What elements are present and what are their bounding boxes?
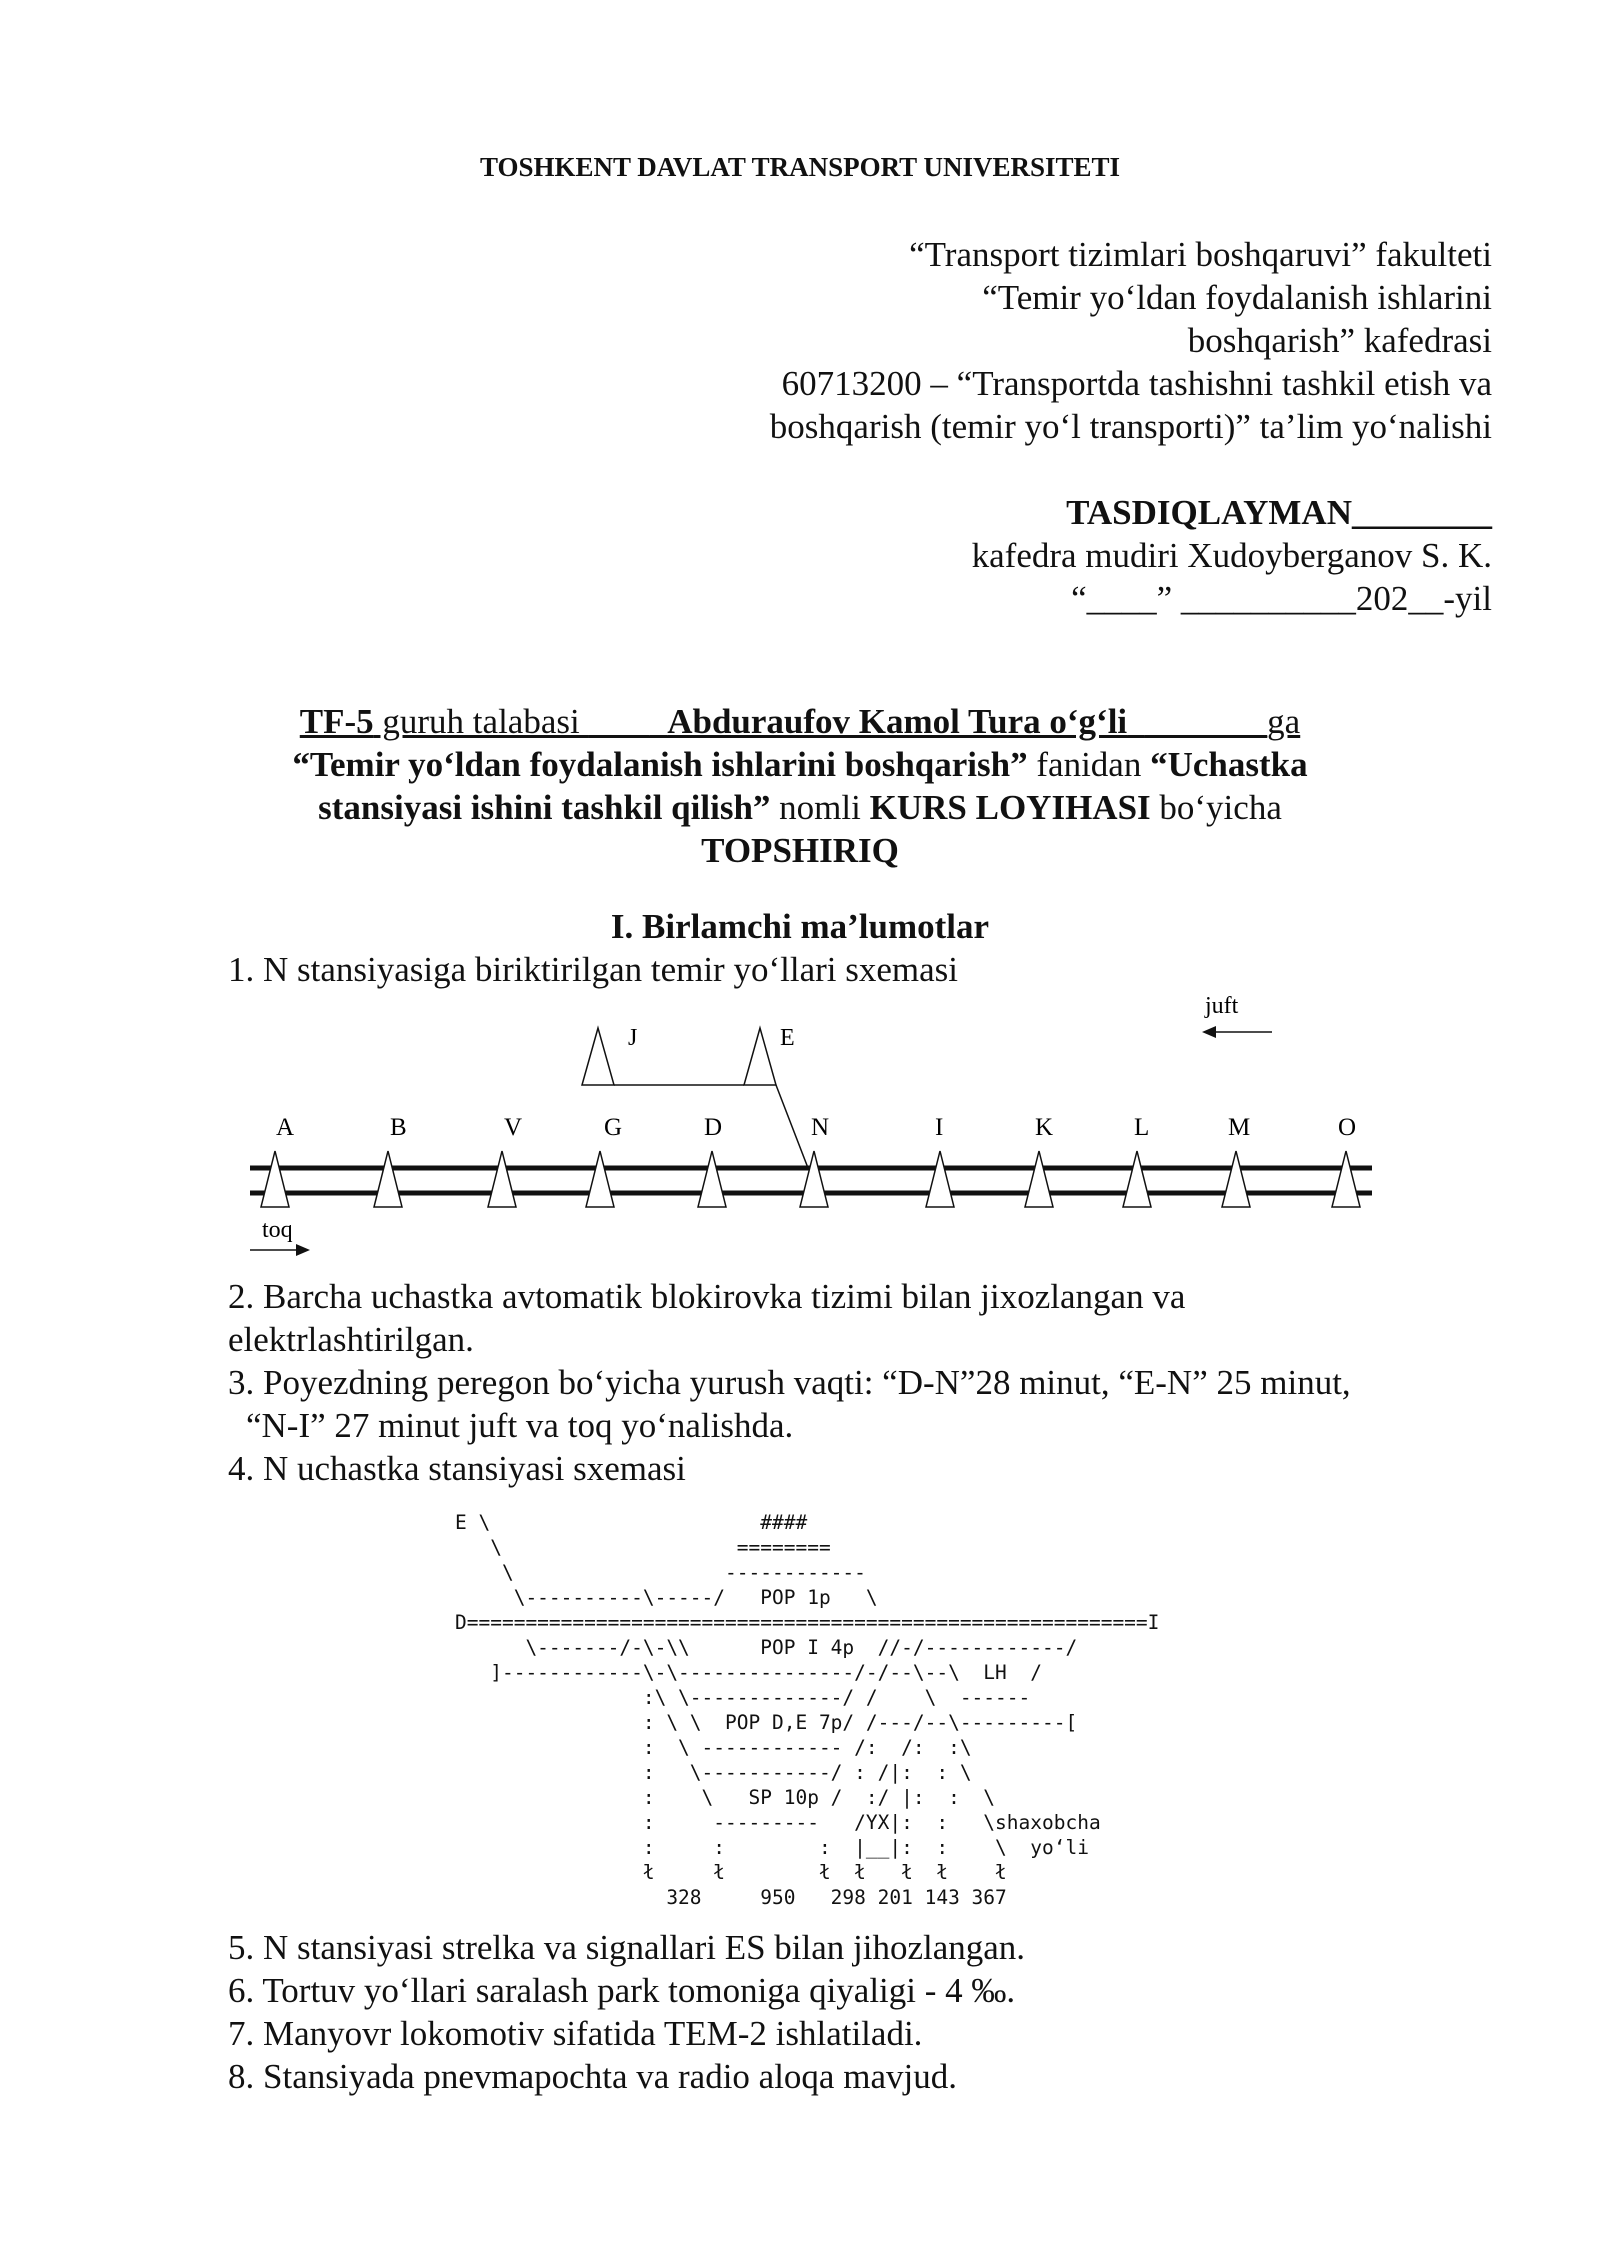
topic-part2: stansiyasi ishini tashkil qilish” (318, 788, 771, 827)
signal-triangle-e (744, 1028, 776, 1085)
ga-suffix: ga (1267, 702, 1301, 741)
station-triangle (1332, 1151, 1360, 1207)
item-2 (228, 1275, 1351, 1490)
station-label: L (1134, 1114, 1150, 1141)
assignment-line-3 (200, 786, 1400, 829)
station-triangle (488, 1151, 516, 1207)
department-head: kafedra mudiri Xudoyberganov S. K. (971, 536, 1492, 575)
juft-arrow-head (1202, 1026, 1216, 1038)
faculty-line: “Transport tizimlari boshqaruvi” fakulteti (909, 235, 1492, 274)
scheme-line: D==========================================================I (455, 1611, 1160, 1634)
station-triangle (261, 1151, 289, 1207)
item-5: 5. N stansiyasi strelka va signallari ES bilan jihozlangan. (228, 1928, 1026, 1967)
item-2-line-1: 2. Barcha uchastka avtomatik blokirovka tizimi bilan jixozlangan va (228, 1277, 1186, 1316)
scheme-line: \ ------------ (455, 1561, 866, 1584)
approval-title: TASDIQLAYMAN (1066, 493, 1352, 532)
scheme-line: :\ \-------------/ / \ ------ (455, 1686, 1031, 1709)
scheme-line: \ ======== (455, 1536, 831, 1559)
section-title: I. Birlamchi ma’lumotlar (610, 907, 990, 946)
station-label: M (1228, 1114, 1251, 1141)
scheme-line: : \ \ POP D,E 7p/ /---/--\---------[ (455, 1711, 1078, 1734)
topic-part1: “Uchastka (1150, 745, 1308, 784)
item-4: 4. N uchastka stansiyasi sxemasi (228, 1449, 686, 1488)
station-label: D (704, 1114, 723, 1141)
subject-name: “Temir yo‘ldan foydalanish ishlarini boshqarish” (292, 745, 1028, 784)
project-type: KURS LOYIHASI (869, 788, 1151, 827)
item-1: 1. N stansiyasiga biriktirilgan temir yo‘llari sxemasi (228, 950, 958, 989)
item-7: 7. Manyovr lokomotiv sifatida TEM-2 ishlatiladi. (228, 2014, 923, 2053)
toq-arrow-head (296, 1244, 310, 1256)
scheme-line: : \-----------/ : /|: : \ (455, 1761, 972, 1784)
approval-block (972, 491, 1492, 620)
scheme-line: ł ł ł ł ł ł ł (455, 1861, 1007, 1884)
group-label: guruh talabasi (373, 702, 589, 741)
station-triangle (586, 1151, 614, 1207)
approval-title-line: TASDIQLAYMAN________ (1066, 493, 1492, 532)
assignment-line-1: TF-5 guruh talabasi _Abduraufov Kamol Tura o‘g‘li_ __ga (299, 702, 1301, 741)
approval-date: “____” __________202__-yil (1071, 579, 1492, 618)
faculty-block (770, 233, 1492, 448)
rail-scheme-diagram (240, 985, 1390, 1265)
station-label: O (1338, 1114, 1357, 1141)
branch-station-label: E (780, 1025, 795, 1051)
faculty-line: boshqarish” kafedrasi (1187, 321, 1492, 360)
signal-triangle-j (582, 1028, 614, 1085)
student-name: Abduraufov Kamol Tura o‘g‘li (667, 702, 1128, 741)
assignment-line-2 (200, 743, 1400, 786)
group-code: TF-5 (299, 702, 374, 741)
station-label: G (604, 1114, 623, 1141)
station-label: A (276, 1114, 295, 1141)
station-triangle (698, 1151, 726, 1207)
scheme-line: \-------/-\-\\ POP I 4p //-/------------/ (455, 1636, 1078, 1659)
item-3-line-2: “N-I” 27 minut juft va toq yo‘nalishda. (246, 1406, 794, 1445)
item-3-line-1: 3. Poyezdning peregon bo‘yicha yurush vaqti: “D-N”28 minut, “E-N” 25 minut, (228, 1363, 1351, 1402)
scheme-line: : : : |__|: : \ yo‘li (455, 1836, 1089, 1859)
fanidan-text: fanidan (1027, 745, 1151, 784)
station-label: I (935, 1114, 944, 1141)
scheme-line: \----------\-----/ POP 1p \ (455, 1586, 878, 1609)
faculty-line: boshqarish (temir yo‘l transporti)” ta’lim yo‘nalishi (769, 407, 1492, 446)
branch-connector (776, 1085, 808, 1168)
scheme-line: ]------------\-\---------------/-/--\--\ LH / (455, 1661, 1042, 1684)
station-label: K (1035, 1114, 1054, 1141)
toq-label: toq (262, 1217, 293, 1243)
faculty-line: “Temir yo‘ldan foydalanish ishlarini (982, 278, 1492, 317)
university-name: TOSHKENT DAVLAT TRANSPORT UNIVERSITETI (479, 152, 1121, 182)
assignment-block (200, 700, 1400, 872)
scheme-line: : \ SP 10p / :/ |: : \ (455, 1786, 996, 1809)
station-triangle (926, 1151, 954, 1207)
task-title: TOPSHIRIQ (701, 831, 899, 870)
scheme-line: : \ ------------ /: /: :\ (455, 1736, 972, 1759)
station-triangle (1222, 1151, 1250, 1207)
branch-station-label: J (628, 1025, 638, 1051)
faculty-line: 60713200 – “Transportda tashishni tashkil etish va (781, 364, 1492, 403)
juft-label: juft (1205, 993, 1239, 1019)
station-label: N (811, 1114, 830, 1141)
station-label: B (390, 1114, 407, 1141)
station-triangle (1025, 1151, 1053, 1207)
scheme-line: : --------- /YX|: : \shaxobcha (455, 1811, 1101, 1834)
nomli-text: nomli (770, 788, 870, 827)
item-8: 8. Stansiyada pnevmapochta va radio aloqa mavjud. (228, 2057, 957, 2096)
station-scheme (455, 1510, 1159, 1910)
station-triangle (1123, 1151, 1151, 1207)
item-2-line-2: elektrlashtirilgan. (228, 1320, 474, 1359)
station-triangle (374, 1151, 402, 1207)
scheme-line: 328 950 298 201 143 367 (455, 1886, 1007, 1909)
boyicha-text: bo‘yicha (1150, 788, 1282, 827)
station-label: V (504, 1114, 523, 1141)
scheme-line: E \ #### (455, 1511, 808, 1534)
items-5-8 (228, 1926, 1025, 2098)
item-6: 6. Tortuv yo‘llari saralash park tomoniga qiyaligi - 4 ‰. (228, 1971, 1016, 2010)
